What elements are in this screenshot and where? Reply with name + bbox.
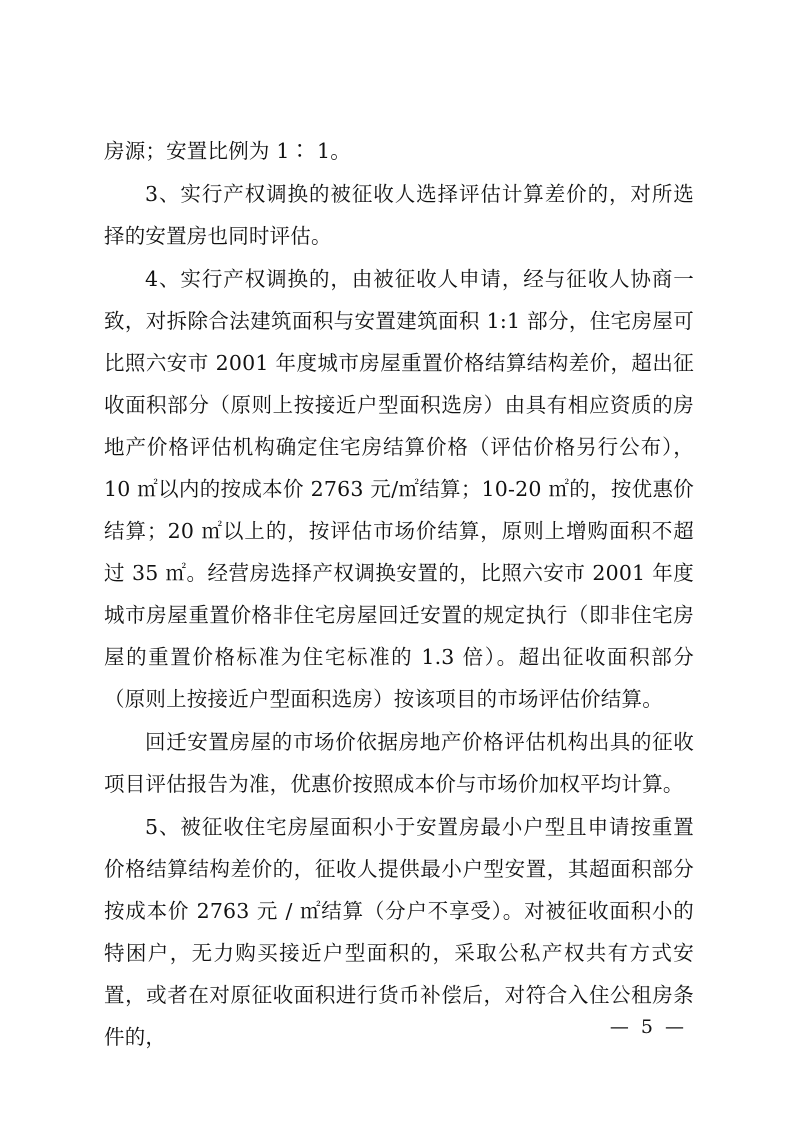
paragraph-item-4: 4、实行产权调换的，由被征收人申请，经与征收人协商一致，对拆除合法建筑面积与安置建筑面积 1:1 部分，住宅房屋可比照六安市 2001 年度城市房屋重置价格结算结构差价，超出征收面积部分（原则上按接近户型面积选房）由具有相应资质的房地产价格评估机构确定住宅房结算价格（评估价格另行公布），10 ㎡以内的按成本价 2763 元/㎡结算；10-20 ㎡的，按优惠价结算；20 ㎡以上的，按评估市场价结算，原则上增购面积不超过 35 ㎡。经营房选择产权调换安置的，比照六安市 2001 年度城市房屋重置价格非住宅房屋回迁安置的规定执行（即非住宅房屋的重置价格标准为住宅标准的 1.3 倍）。超出征收面积部分（原则上按接近户型面积选房）按该项目的市场评估价结算。	[104, 267, 694, 711]
page-number: — 5 —	[609, 1016, 687, 1038]
paragraph-item-3: 3、实行产权调换的被征收人选择评估计算差价的，对所选择的安置房也同时评估。	[104, 182, 694, 248]
paragraph-item-5: 5、被征收住宅房屋面积小于安置房最小户型且申请按重置价格结算结构差价的，征收人提供最小户型安置，其超面积部分按成本价 2763 元 / ㎡结算（分户不享受）。对被征收面积小的特困户，无力购买接近户型面积的，采取公私产权共有方式安置，或者在对原征收面积进行货币补偿后，对符合入住公租房条件的，	[104, 815, 694, 1049]
paragraph-market-price: 回迁安置房屋的市场价依据房地产价格评估机构出具的征收项目评估报告为准，优惠价按照成本价与市场价加权平均计算。	[104, 730, 694, 796]
paragraph-continuation: 房源；安置比例为 1∶ 1。	[104, 139, 351, 163]
document-body	[104, 130, 694, 1059]
